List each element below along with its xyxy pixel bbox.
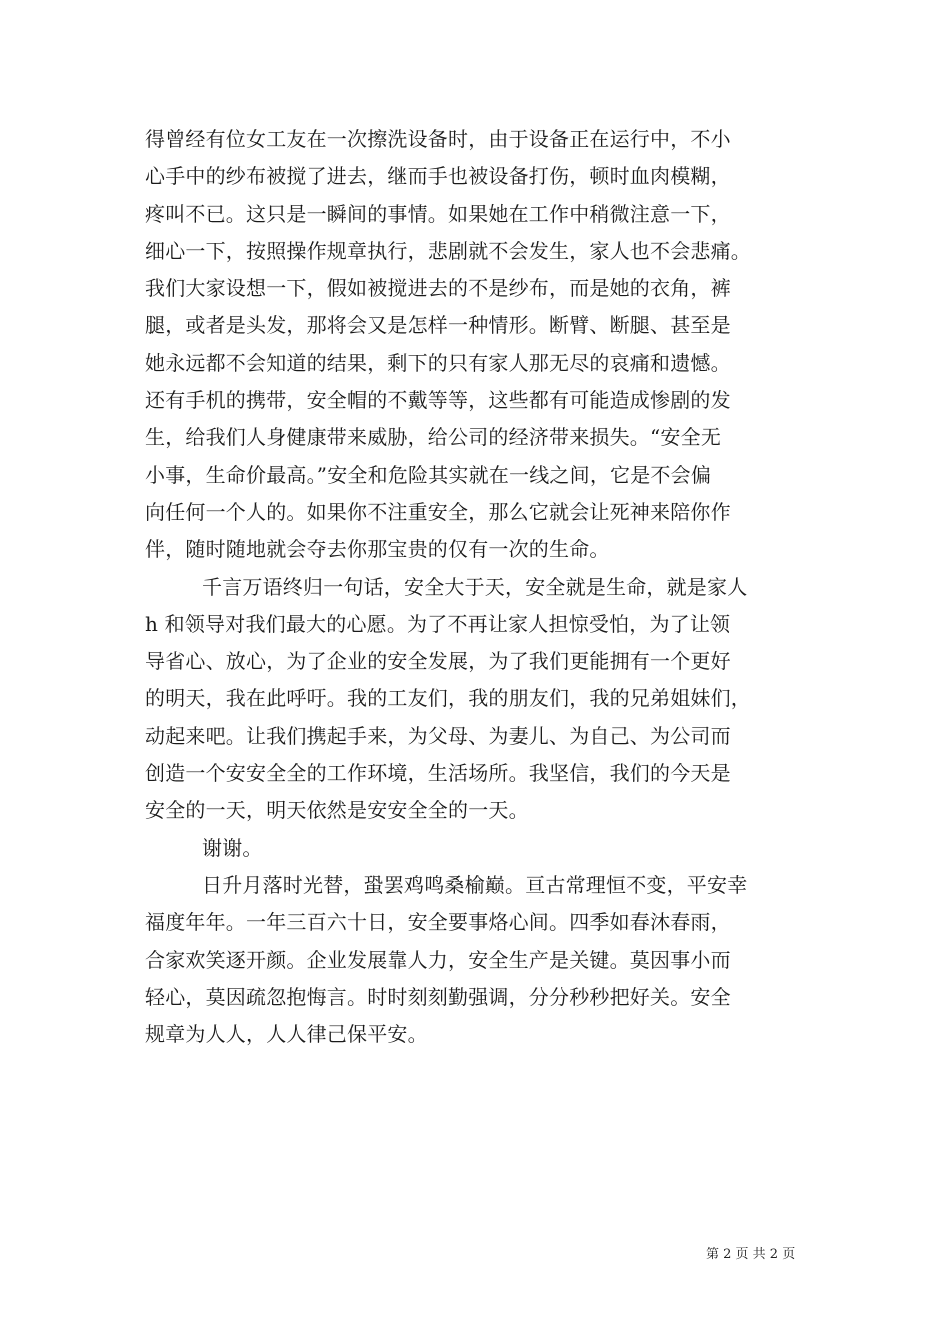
- text-line: 还有手机的携带，安全帽的不戴等等，这些都有可能造成惨剧的发: [145, 388, 731, 413]
- text-line: 疼叫不已。这只是一瞬间的事情。如果她在工作中稍微注意一下，: [145, 201, 731, 226]
- text-line: 她永远都不会知道的结果，剩下的只有家人那无尽的哀痛和遗憾。: [145, 350, 731, 375]
- paragraph-start-line: 日升月落时光替，蛩罢鸡鸣桑榆巅。亘古常理恒不变，平安幸: [202, 872, 748, 897]
- text-line: h 和领导对我们最大的心愿。为了不再让家人担惊受怕，为了让领: [145, 611, 731, 636]
- text-line: 轻心，莫因疏忽抱悔言。时时刻刻勤强调，分分秒秒把好关。安全: [145, 984, 731, 1009]
- text-line: 福度年年。一年三百六十日，安全要事烙心间。四季如春沐春雨，: [145, 910, 731, 935]
- text-line: 动起来吧。让我们携起手来，为父母、为妻儿、为自己、为公司而: [145, 723, 731, 748]
- text-line: 腿，或者是头发，那将会又是怎样一种情形。断臂、断腿、甚至是: [145, 313, 731, 338]
- text-line: 导省心、放心，为了企业的安全发展，为了我们更能拥有一个更好: [145, 649, 731, 674]
- text-line: 创造一个安安全全的工作环境，生活场所。我坚信，我们的今天是: [145, 761, 731, 786]
- paragraph-start-line: 千言万语终归一句话，安全大于天，安全就是生命，就是家人: [202, 574, 748, 599]
- text-line: 心手中的纱布被搅了进去，继而手也被设备打伤，顿时血肉模糊，: [145, 164, 731, 189]
- text-line: 我们大家设想一下，假如被搅进去的不是纱布，而是她的衣角，裤: [145, 276, 731, 301]
- text-line: 的明天，我在此呼吁。我的工友们，我的朋友们，我的兄弟姐妹们，: [145, 686, 751, 711]
- page-number-footer: 第 2 页 共 2 页: [706, 1247, 796, 1262]
- text-line: 小事，生命价最高。”安全和危险其实就在一线之间，它是不会偏: [145, 462, 712, 487]
- text-line: 生，给我们人身健康带来威胁，给公司的经济带来损失。“安全无: [145, 425, 722, 450]
- text-line: 安全的一天，明天依然是安安全全的一天。: [145, 798, 529, 823]
- text-line: 细心一下，按照操作规章执行，悲剧就不会发生，家人也不会悲痛。: [145, 238, 751, 263]
- text-line: 伴，随时随地就会夺去你那宝贵的仅有一次的生命。: [145, 537, 610, 562]
- text-line: 得曾经有位女工友在一次擦洗设备时，由于设备正在运行中，不小: [145, 127, 731, 151]
- text-line: 合家欢笑逐开颜。企业发展靠人力，安全生产是关键。莫因事小而: [145, 947, 731, 972]
- text-line: 规章为人人，人人律己保平安。: [145, 1022, 428, 1047]
- thanks-line: 谢谢。: [202, 835, 263, 860]
- document-body: [145, 121, 810, 1053]
- text-line: 向任何一个人的。如果你不注重安全，那么它就会让死神来陪你作: [145, 499, 731, 524]
